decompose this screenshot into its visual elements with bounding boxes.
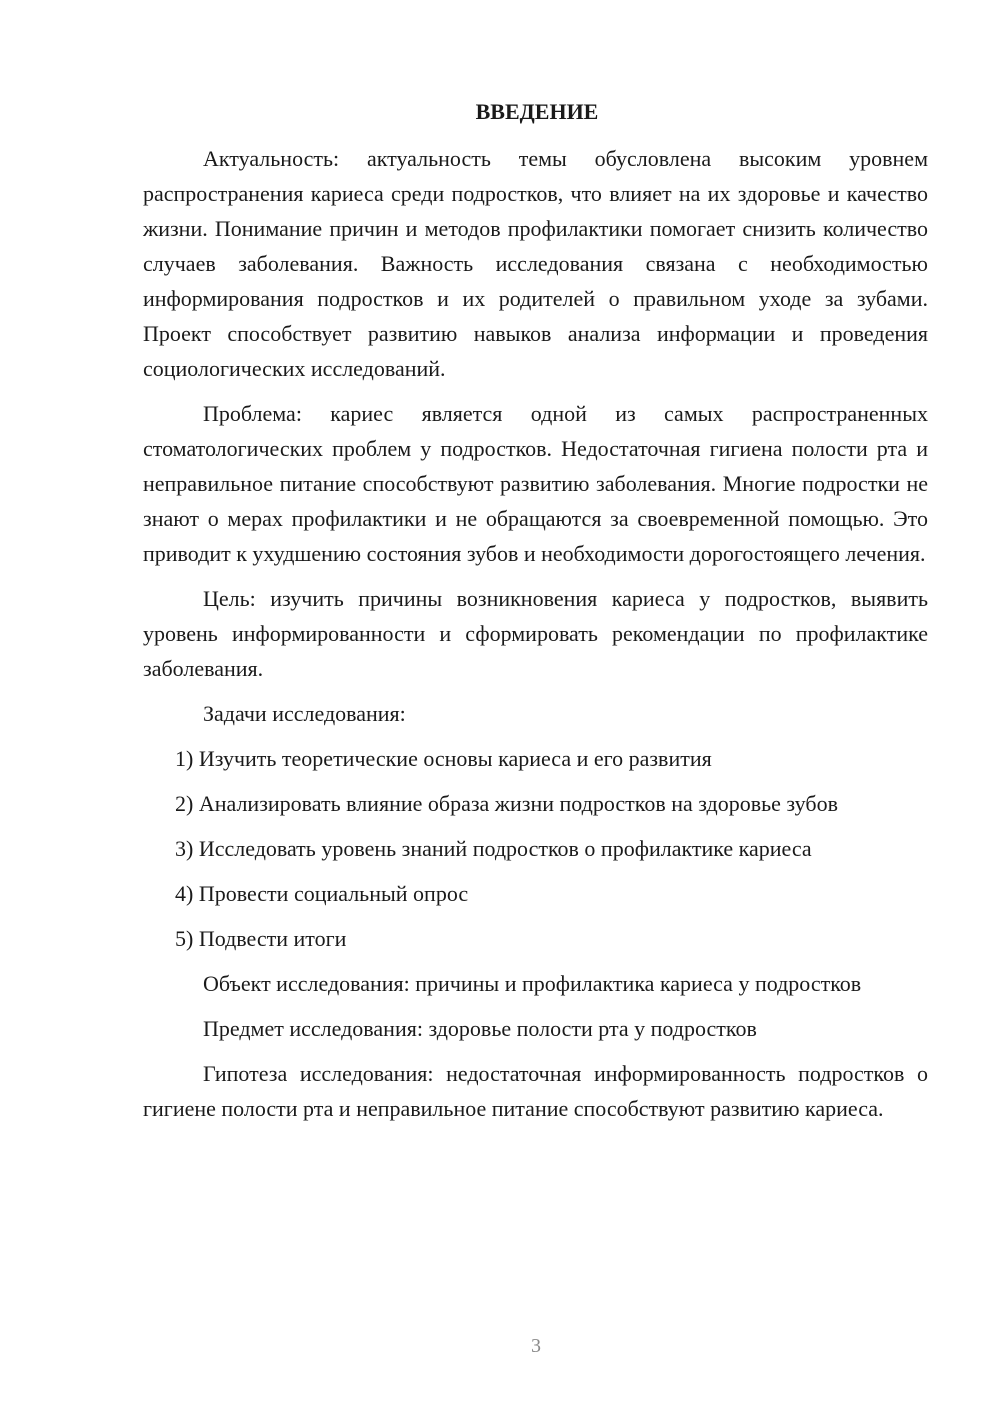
task-item: 4) Провести социальный опрос: [175, 881, 469, 906]
goal-paragraph: Цель: изучить причины возникновения кариеса у подростков, выявить уровень информированности и сформировать рекомендации по профилактике заболевания.: [143, 586, 928, 681]
subject-paragraph: Предмет исследования: здоровье полости рта у подростков: [203, 1016, 757, 1041]
page-number: 3: [531, 1335, 541, 1357]
relevance-paragraph: Актуальность: актуальность темы обусловлена высоким уровнем распространения кариеса среди подростков, что влияет на их здоровье и качество жизни. Понимание причин и методов профилактики помогает снизить количество случаев заболевания. Важность исследования связана с необходимостью информирования подростков и их родителей о правильном уходе за зубами. Проект способствует развитию навыков анализа информации и проведения социологических исследований.: [143, 146, 928, 381]
task-item: 3) Исследовать уровень знаний подростков о профилактике кариеса: [175, 836, 812, 861]
hypothesis-paragraph: Гипотеза исследования: недостаточная информированность подростков о гигиене полости рта и неправильное питание способствуют развитию кариеса.: [143, 1061, 928, 1121]
section-heading: ВВЕДЕНИЕ: [475, 99, 599, 124]
task-item: 5) Подвести итоги: [175, 926, 347, 951]
problem-paragraph: Проблема: кариес является одной из самых распространенных стоматологических проблем у подростков. Недостаточная гигиена полости рта и неправильное питание способствуют развитию заболевания. Многие подростки не знают о мерах профилактики и не обращаются за своевременной помощью. Это приводит к ухудшению состояния зубов и необходимости дорогостоящего лечения.: [143, 401, 928, 566]
object-paragraph: Объект исследования: причины и профилактика кариеса у подростков: [203, 971, 862, 996]
page-content: [143, 94, 928, 1136]
task-item: 1) Изучить теоретические основы кариеса и его развития: [175, 746, 712, 771]
task-item: 2) Анализировать влияние образа жизни подростков на здоровье зубов: [175, 791, 838, 816]
tasks-title: Задачи исследования:: [203, 701, 406, 726]
